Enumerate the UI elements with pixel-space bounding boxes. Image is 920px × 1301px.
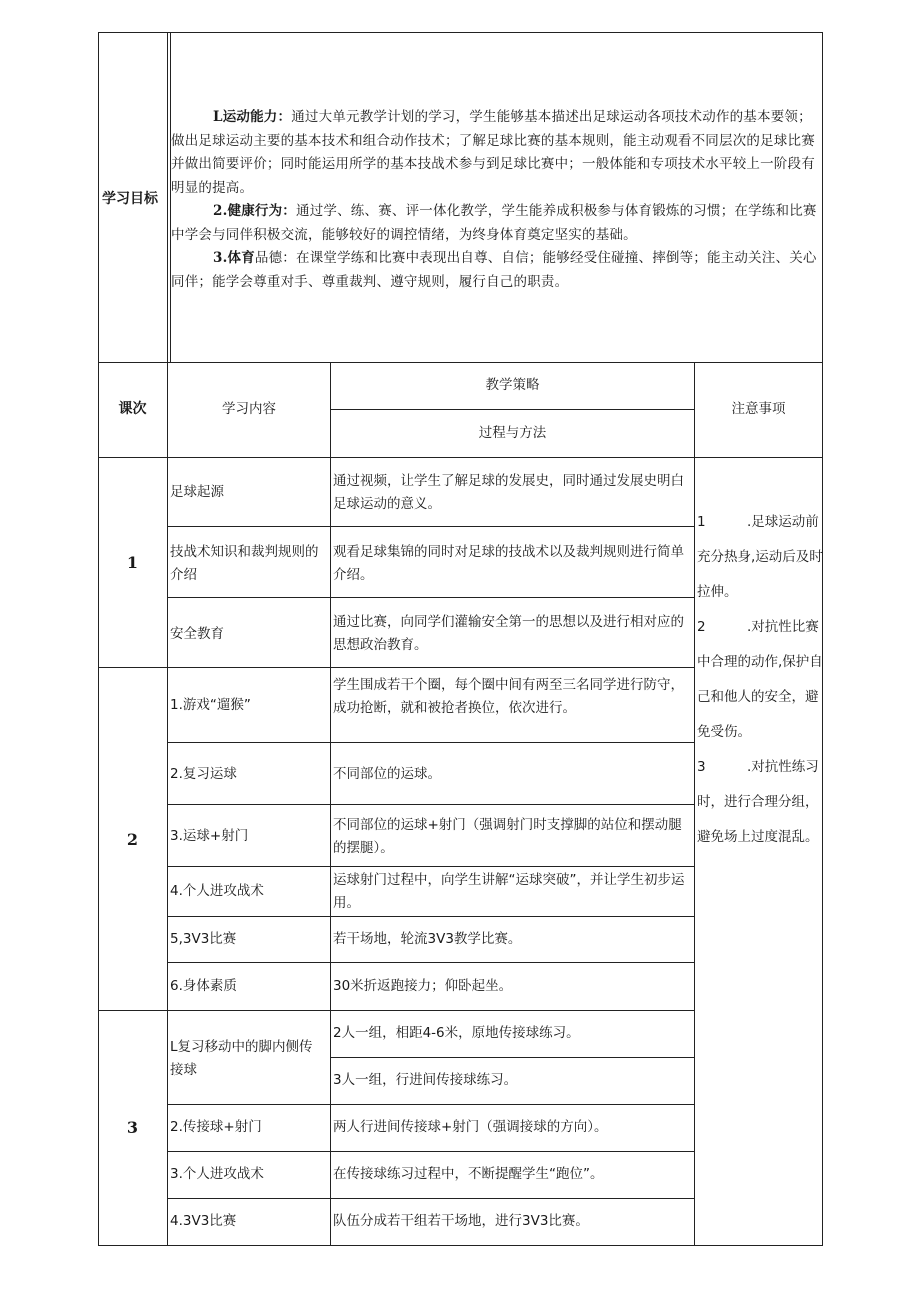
table-border-top <box>98 32 823 33</box>
note-text: .对抗性比赛中合理的动作,保护自己和他人的安全，避免受伤。 <box>697 619 823 740</box>
lesson-method: 两人行进间传接球+射门（强调接球的方向）。 <box>333 1119 608 1135</box>
lesson-method: 若干场地，轮流3V3教学比赛。 <box>333 931 522 947</box>
row-line <box>167 1151 695 1152</box>
lesson-method: 运球射门过程中，向学生讲解“运球突破”，并让学生初步运用。 <box>333 872 685 911</box>
header-process: 过程与方法 <box>478 425 547 441</box>
lesson-number: 2 <box>126 830 139 849</box>
objective-text: 通过大单元教学计划的学习，学生能够基本描述出足球运动各项技术动作的基本要领；做出足球运动主要的基本技术和组合动作技术；了解足球比赛的基本规则，能主动观看不同层次的足球比赛并做出简要评价；同时能运用所学的基本技战术参与到足球比赛中；一般体能和专项技术水平较上一阶段有明显的提高。 <box>171 109 815 196</box>
lesson-method: 观看足球集锦的同时对足球的技战术以及裁判规则进行简单介绍。 <box>333 544 684 583</box>
lesson-content: 1.游戏“遛猴” <box>170 697 251 713</box>
row-line <box>167 597 695 598</box>
objective-head: 3.体育 <box>213 250 255 266</box>
objective-health-behavior <box>171 200 821 247</box>
lesson-method: 在传接球练习过程中，不断提醒学生“跑位”。 <box>333 1166 604 1182</box>
lesson-number: 1 <box>126 553 139 572</box>
row-line <box>330 1057 695 1058</box>
lesson-number: 3 <box>126 1118 139 1137</box>
objective-sports-ethics <box>171 247 821 294</box>
objectives-label: 学习目标 <box>102 191 158 207</box>
lesson-content: 5,3V3比赛 <box>170 931 237 947</box>
objectives-bottom-line <box>98 362 823 363</box>
objective-motor-skills <box>171 106 821 200</box>
lesson-content: 安全教育 <box>170 626 224 642</box>
lesson-method: 不同部位的运球。 <box>333 766 441 782</box>
lesson-method: 30米折返跑接力；仰卧起坐。 <box>333 978 513 994</box>
lesson-content: 3.运球+射门 <box>170 828 249 844</box>
notes-list <box>697 505 823 855</box>
lesson-method: 3人一组，行进间传接球练习。 <box>333 1072 518 1088</box>
row-line <box>167 1104 695 1105</box>
note-text: .足球运动前充分热身,运动后及时拉伸。 <box>697 514 823 600</box>
row-line <box>167 526 695 527</box>
objective-text: 通过学、练、赛、评一体化教学，学生能养成积极参与体育锻炼的习惯；在学练和比赛中学会与同伴积极交流，能够较好的调控情绪，为终身体育奠定坚实的基础。 <box>171 203 817 243</box>
row-line <box>167 804 695 805</box>
note-number: 2 <box>697 619 706 635</box>
lesson-content: 技战术知识和裁判规则的介绍 <box>170 544 319 583</box>
lesson-content: 2.复习运球 <box>170 766 237 782</box>
lesson-method: 通过视频，让学生了解足球的发展史，同时通过发展史明白足球运动的意义。 <box>333 473 684 512</box>
row-line <box>167 742 695 743</box>
header-split-line <box>330 409 695 410</box>
objectives-divider <box>167 32 168 362</box>
header-bottom-line <box>98 457 823 458</box>
header-notes: 注意事项 <box>731 401 786 417</box>
header-content: 学习内容 <box>222 401 276 417</box>
table-border-left <box>98 32 99 1246</box>
row-line <box>167 866 695 867</box>
lesson-method: 队伍分成若干组若干场地，进行3V3比赛。 <box>333 1213 589 1229</box>
lesson-method: 学生围成若干个圈，每个圈中间有两至三名同学进行防守，成功抢断，就和被抢者换位，依次进行。 <box>333 677 684 716</box>
row-line <box>167 1198 695 1199</box>
note-text: .对抗性练习时，进行合理分组，避免场上过度混乱。 <box>697 759 819 845</box>
lesson-content: 4.3V3比赛 <box>170 1213 237 1229</box>
objective-text: 品德：在课堂学练和比赛中表现出自尊、自信；能够经受住碰撞、摔倒等；能主动关注、关心同伴；能学会尊重对手、尊重裁判、遵守规则，履行自己的职责。 <box>171 250 817 290</box>
header-strategy: 教学策略 <box>485 377 540 393</box>
lesson-content: 3.个人进攻战术 <box>170 1166 264 1182</box>
lesson-content: 足球起源 <box>170 484 224 500</box>
note-item <box>697 505 823 610</box>
row-line <box>167 962 695 963</box>
lesson-method: 通过比赛，向同学们灌输安全第一的思想以及进行相对应的思想政治教育。 <box>333 614 684 653</box>
lesson-divider <box>98 1010 695 1011</box>
lesson-method: 2人一组，相距4-6米，原地传接球练习。 <box>333 1025 580 1041</box>
header-lesson: 课次 <box>118 401 147 417</box>
lesson-method: 不同部位的运球+射门（强调射门时支撑脚的站位和摆动腿的摆腿）。 <box>333 817 682 856</box>
lesson-content: L复习移动中的脚内侧传接球 <box>170 1039 313 1078</box>
lesson-content: 6.身体素质 <box>170 978 237 994</box>
note-item <box>697 750 823 855</box>
objective-head: L运动能力： <box>213 109 292 125</box>
lesson-divider <box>98 667 695 668</box>
note-item <box>697 610 823 750</box>
lesson-content: 4.个人进攻战术 <box>170 883 264 899</box>
lesson-content: 2.传接球+射门 <box>170 1119 262 1135</box>
note-number: 3 <box>697 759 706 775</box>
table-border-bottom <box>98 1245 823 1246</box>
objective-head: 2.健康行为： <box>213 203 296 219</box>
note-number: 1 <box>697 514 706 530</box>
row-line <box>167 916 695 917</box>
